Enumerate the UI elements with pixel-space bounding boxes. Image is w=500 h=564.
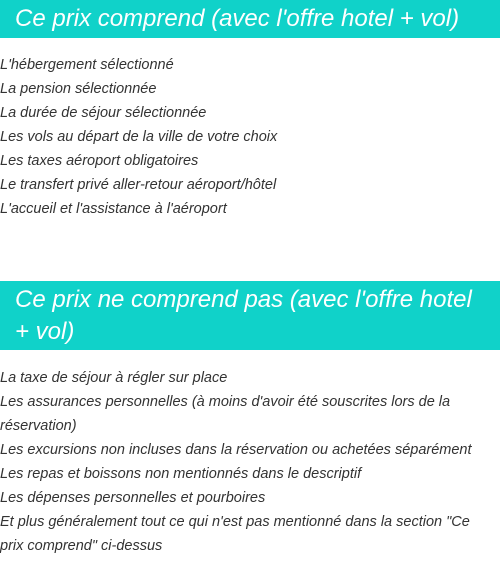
list-item: La pension sélectionnée	[0, 81, 157, 97]
list-item: Les assurances personnelles (à moins d'avoir été souscrites lors de la réservation)	[0, 394, 451, 434]
list-item: Les taxes aéroport obligatoires	[0, 153, 199, 169]
list-item: Les vols au départ de la ville de votre choix	[0, 129, 278, 145]
included-section-title: Ce prix comprend (avec l'offre hotel + vol)	[0, 0, 500, 38]
excluded-section-title: Ce prix ne comprend pas (avec l'offre hotel + vol)	[0, 281, 500, 350]
list-item: La taxe de séjour à régler sur place	[0, 370, 228, 386]
list-item: Le transfert privé aller-retour aéroport/hôtel	[0, 177, 277, 193]
list-item: Les excursions non incluses dans la réservation ou achetées séparément	[0, 442, 472, 458]
excluded-list	[0, 350, 500, 558]
list-item: Les dépenses personnelles et pourboires	[0, 490, 266, 506]
list-item: Les repas et boissons non mentionnés dans le descriptif	[0, 466, 362, 482]
included-list	[0, 38, 500, 221]
list-item: Et plus généralement tout ce qui n'est pas mentionné dans la section "Ce prix comprend" ci-dessus	[0, 514, 470, 554]
list-item: L'hébergement sélectionné	[0, 57, 174, 73]
list-item: La durée de séjour sélectionnée	[0, 105, 207, 121]
list-item: L'accueil et l'assistance à l'aéroport	[0, 201, 227, 217]
